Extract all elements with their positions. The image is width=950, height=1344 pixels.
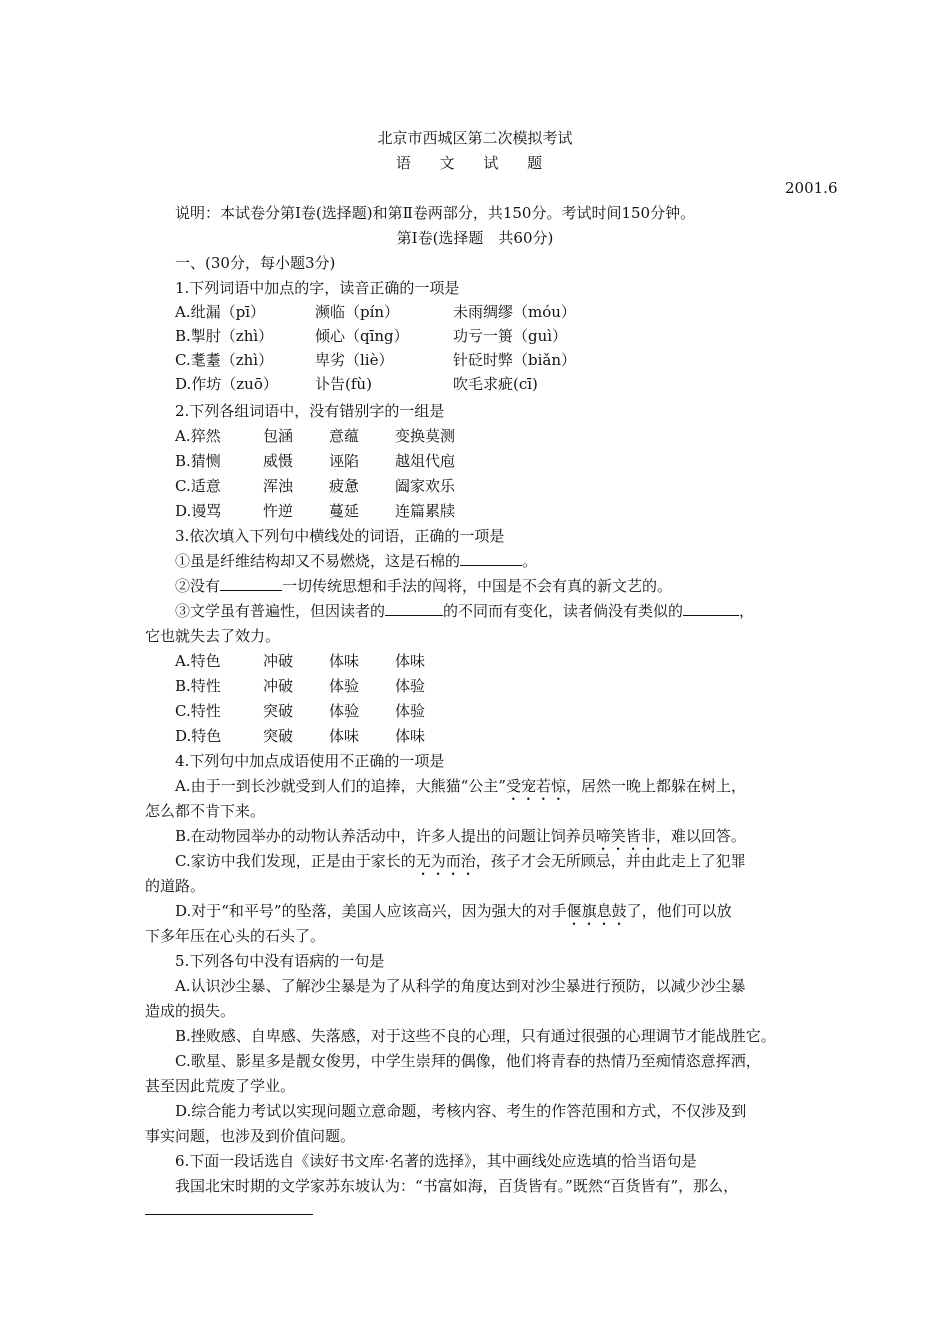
q5-option-b: B.挫败感、自卑感、失落感，对于这些不良的心理，只有通过很强的心理调节才能战胜它。 bbox=[175, 1027, 776, 1045]
q3-b-4: 体验 bbox=[395, 677, 426, 695]
q3-d-4: 体味 bbox=[395, 727, 426, 745]
q5-option-a-cont: 造成的损失。 bbox=[145, 1002, 236, 1020]
q1-a-1: A.纰漏（pī） bbox=[175, 303, 266, 321]
section-heading: 一、(30分，每小题3分) bbox=[175, 254, 336, 272]
q3-c-4: 体验 bbox=[395, 702, 426, 720]
q6-stem: 6.下面一段话选自《读好书文库·名著的选择》，其中画线处应选填的恰当语句是 bbox=[175, 1152, 697, 1170]
q4-b-text-1: B.在动物园举办的动物认养活动中，许多人提出的问题让饲养员 bbox=[175, 827, 596, 845]
q4-option-c-cont: 的道路。 bbox=[145, 877, 206, 895]
q6-passage: 我国北宋时期的文学家苏东坡认为：“书富如海，百货皆有。”既然“百货皆有”，那么， bbox=[175, 1177, 739, 1195]
volume-heading: 第Ⅰ卷(选择题 共60分) bbox=[396, 229, 554, 247]
q4-option-d bbox=[175, 901, 840, 929]
q3-b-1: B.特性 bbox=[175, 677, 221, 695]
q3-s3-text-b: 的不同而有变化，读者倘没有类似的 bbox=[443, 602, 684, 620]
q2-a-3: 意蕴 bbox=[329, 427, 360, 445]
q4-a-text-2: ，居然一晚上都躲在树上， bbox=[565, 777, 746, 795]
q1-a-3: 未雨绸缪（móu） bbox=[453, 303, 576, 321]
q1-d-1: D.作坊（zuō） bbox=[175, 375, 278, 393]
q3-a-4: 体味 bbox=[395, 652, 426, 670]
q2-option-b bbox=[175, 451, 455, 471]
q2-a-2: 包涵 bbox=[263, 427, 294, 445]
q1-option-d bbox=[175, 374, 538, 394]
q5-option-a: A.认识沙尘暴、了解沙尘暴是为了从科学的角度达到对沙尘暴进行预防，以减少沙尘暴 bbox=[175, 977, 746, 995]
q4-c-text-1: C.家访中我们发现，正是由于家长的 bbox=[175, 852, 416, 870]
q5-stem: 5.下列各句中没有语病的一句是 bbox=[175, 952, 385, 970]
q3-b-3: 体验 bbox=[329, 677, 360, 695]
q3-a-2: 冲破 bbox=[263, 652, 294, 670]
exam-subtitle: 语 文 试 题 bbox=[395, 154, 555, 172]
q2-b-4: 越俎代庖 bbox=[395, 452, 456, 470]
q3-c-3: 体验 bbox=[329, 702, 360, 720]
q2-a-1: A.猝然 bbox=[175, 427, 221, 445]
q4-d-text-2: 了，他们可以放 bbox=[626, 902, 732, 920]
q1-a-2: 濒临（pín） bbox=[315, 303, 400, 321]
q5-option-c: C.歌星、影星多是靓女俊男，中学生崇拜的偶像，他们将青春的热情乃至痴情恣意挥洒， bbox=[175, 1052, 761, 1070]
q2-option-a bbox=[175, 426, 455, 446]
q4-d-text-1: D.对于“和平号”的坠落，美国人应该高兴，因为强大的对手 bbox=[175, 902, 567, 920]
q4-b-idiom: 啼笑皆非 bbox=[595, 827, 656, 845]
q3-option-b bbox=[175, 676, 425, 696]
q3-s3-blank-1 bbox=[385, 601, 443, 616]
q3-option-a bbox=[175, 651, 425, 671]
q3-s2-text-a: ②没有 bbox=[175, 577, 221, 595]
q4-a-text-1: A.由于一到长沙就受到人们的追捧，大熊猫“公主” bbox=[175, 777, 506, 795]
exam-title: 北京市西城区第二次模拟考试 bbox=[377, 129, 573, 147]
q4-option-c bbox=[175, 851, 840, 879]
q3-s2-blank bbox=[220, 576, 282, 591]
q2-c-1: C.适意 bbox=[175, 477, 221, 495]
q3-d-2: 突破 bbox=[263, 727, 294, 745]
q4-option-a-cont: 怎么都不肯下来。 bbox=[145, 802, 266, 820]
q3-sentence-1 bbox=[175, 551, 840, 571]
q2-d-2: 忤逆 bbox=[263, 502, 294, 520]
q4-c-text-2: ，孩子才会无所顾忌，并由此走上了犯罪 bbox=[475, 852, 746, 870]
q1-c-1: C.耄耋（zhì） bbox=[175, 351, 274, 369]
q5-option-c-cont: 甚至因此荒废了学业。 bbox=[145, 1077, 296, 1095]
q3-s3-blank-2 bbox=[683, 601, 739, 616]
q3-sentence-3-cont: 它也就失去了效力。 bbox=[145, 627, 281, 645]
q1-option-b bbox=[175, 326, 567, 346]
q4-b-text-2: ，难以回答。 bbox=[655, 827, 746, 845]
q1-option-a bbox=[175, 302, 576, 322]
q1-b-3: 功亏一篑（guì） bbox=[453, 327, 568, 345]
q3-option-d bbox=[175, 726, 425, 746]
exam-note: 说明：本试卷分第Ⅰ卷(选择题)和第Ⅱ卷两部分，共150分。考试时间150分钟。 bbox=[175, 204, 696, 222]
q2-c-2: 浑浊 bbox=[263, 477, 294, 495]
footnote-rule bbox=[145, 1214, 313, 1215]
q1-stem: 1.下列词语中加点的字，读音正确的一项是 bbox=[175, 279, 460, 297]
q4-stem: 4.下列句中加点成语使用不正确的一项是 bbox=[175, 752, 445, 770]
q3-d-3: 体味 bbox=[329, 727, 360, 745]
q2-b-2: 威慑 bbox=[263, 452, 294, 470]
q3-s2-text-b: 一切传统思想和手法的闯将，中国是不会有真的新文艺的。 bbox=[282, 577, 673, 595]
q3-sentence-2 bbox=[175, 576, 840, 596]
q3-option-c bbox=[175, 701, 425, 721]
q3-c-1: C.特性 bbox=[175, 702, 221, 720]
q1-d-3: 吹毛求疵(cī) bbox=[453, 375, 538, 393]
q1-b-2: 倾心（qīng） bbox=[315, 327, 409, 345]
q3-s3-text-a: ③文学虽有普遍性，但因读者的 bbox=[175, 602, 386, 620]
q3-b-2: 冲破 bbox=[263, 677, 294, 695]
q4-option-b bbox=[175, 826, 840, 854]
q3-s1-end: 。 bbox=[522, 552, 538, 570]
q2-c-4: 阖家欢乐 bbox=[395, 477, 456, 495]
q2-a-4: 变换莫测 bbox=[395, 427, 456, 445]
q4-a-idiom: 受宠若惊 bbox=[505, 777, 566, 795]
q2-d-1: D.谩骂 bbox=[175, 502, 222, 520]
q3-sentence-3 bbox=[175, 601, 840, 621]
q2-d-3: 蔓延 bbox=[329, 502, 360, 520]
q5-option-d-cont: 事实问题，也涉及到价值问题。 bbox=[145, 1127, 356, 1145]
q4-option-d-cont: 下多年压在心头的石头了。 bbox=[145, 927, 326, 945]
q1-c-3: 针砭时弊（biǎn） bbox=[453, 351, 577, 369]
q2-stem: 2.下列各组词语中，没有错别字的一组是 bbox=[175, 402, 445, 420]
q3-a-3: 体味 bbox=[329, 652, 360, 670]
q5-option-d: D.综合能力考试以实现问题立意命题，考核内容、考生的作答范围和方式，不仅涉及到 bbox=[175, 1102, 747, 1120]
q3-s1-text: ①虽是纤维结构却又不易燃烧，这是石棉的 bbox=[175, 552, 461, 570]
q3-stem: 3.依次填入下列句中横线处的词语，正确的一项是 bbox=[175, 527, 505, 545]
q3-d-1: D.特色 bbox=[175, 727, 222, 745]
q2-c-3: 疲惫 bbox=[329, 477, 360, 495]
q3-c-2: 突破 bbox=[263, 702, 294, 720]
q2-option-c bbox=[175, 476, 455, 496]
q2-d-4: 连篇累牍 bbox=[395, 502, 456, 520]
q1-c-2: 卑劣（liè） bbox=[315, 351, 394, 369]
q3-s1-blank bbox=[460, 551, 522, 566]
q1-b-1: B.掣肘（zhì） bbox=[175, 327, 274, 345]
q2-b-1: B.猜恻 bbox=[175, 452, 221, 470]
q2-b-3: 诬陷 bbox=[329, 452, 360, 470]
q3-s3-text-c: ， bbox=[739, 602, 755, 620]
q1-option-c bbox=[175, 350, 576, 370]
q4-option-a bbox=[175, 776, 840, 804]
q4-d-idiom: 偃旗息鼓 bbox=[566, 902, 627, 920]
q2-option-d bbox=[175, 501, 455, 521]
q4-c-idiom: 无为而治 bbox=[415, 852, 476, 870]
exam-date: 2001.6 bbox=[785, 179, 838, 197]
q1-d-2: 讣告(fù) bbox=[315, 375, 372, 393]
q3-a-1: A.特色 bbox=[175, 652, 221, 670]
